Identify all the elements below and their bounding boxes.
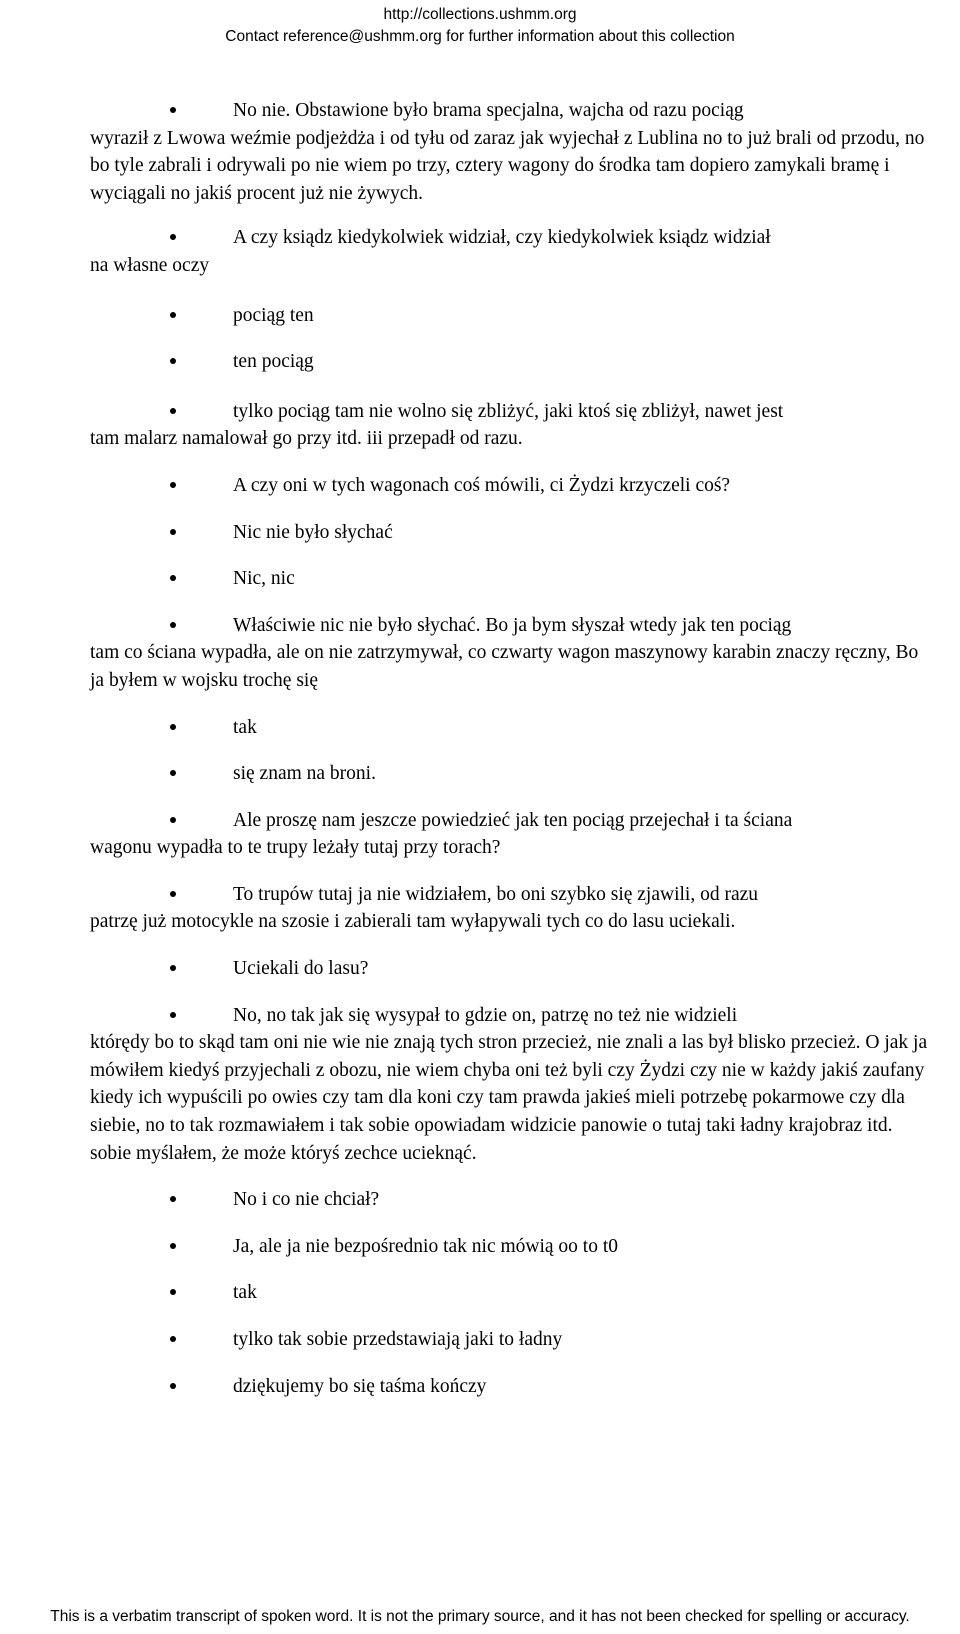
paragraph-first-line: tak [233,1282,257,1304]
transcript-paragraph-19 [90,1326,930,1354]
paragraph-first-line: A czy oni w tych wagonach coś mówili, ci Żydzi krzyczeli coś? [233,474,731,496]
transcript-paragraph-6 [90,472,930,500]
page-header [0,4,960,48]
paragraph-continuation: patrzę już motocykle na szosie i zabierali tam wyłapywali tych co do lasu uciekali. [90,911,736,933]
transcript-paragraph-10 [90,714,930,742]
transcript-paragraph-20 [90,1373,930,1401]
paragraph-first-line: Ja, ale ja nie bezpośrednio tak nic mówią oo to t0 [233,1235,619,1257]
paragraph-first-line: tylko tak sobie przedstawiają jaki to ładny [233,1329,563,1350]
transcript-paragraph-4 [90,348,930,376]
paragraph-continuation: którędy bo to skąd tam oni nie wie nie znają tych stron przecież, nie znali a las był blisko przecież. O jak ja mówiłem kiedyś przyjechali z obozu, nie wiem chyba oni też byli czy Żydzi czy nie w każdy jakiś zaufany kiedy ich wypuścili po owies czy tam dla koni czy tam prawda jakieś mieli potrzebę pokarmowe czy dla siebie, no to tak rozmawiałem i tak sobie opowiadam widzicie panowie o tutaj taki ładny krajobraz itd. sobie myślałem, że może któryś zechce ucieknąć. [90,1032,928,1164]
paragraph-first-line: Ale proszę nam jeszcze powiedzieć jak ten pociąg przejechał i ta ściana [233,809,793,831]
paragraph-first-line: No, no tak jak się wysypał to gdzie on, patrzę no też nie widzieli [233,1004,738,1026]
transcript-paragraph-13 [90,881,930,936]
contact-line: Contact reference@ushmm.org for further information about this collection [225,28,735,45]
paragraph-first-line: No i co nie chciał? [233,1189,380,1211]
transcript-paragraph-11 [90,760,930,788]
transcript-paragraph-15 [90,1002,930,1168]
transcript-paragraph-8 [90,565,930,593]
transcript-paragraph-14 [90,955,930,983]
transcript-paragraph-16 [90,1186,930,1214]
paragraph-first-line: dziękujemy bo się taśma kończy [233,1375,487,1397]
disclaimer-footer: This is a verbatim transcript of spoken word. It is not the primary source, and it has not been checked for spelling or accuracy. [50,1608,910,1625]
paragraph-first-line: się znam na broni. [233,763,376,785]
transcript-paragraph-1 [90,97,930,207]
paragraph-first-line: tylko pociąg tam nie wolno się zbliżyć, jaki ktoś się zbliżył, nawet jest [233,400,784,422]
transcript-paragraph-2 [90,224,930,279]
transcript-paragraph-5 [90,398,930,453]
collection-url: http://collections.ushmm.org [383,6,577,23]
paragraph-continuation: tam malarz namalował go przy itd. iii przepadł od razu. [90,428,523,450]
paragraph-first-line: A czy ksiądz kiedykolwiek widział, czy kiedykolwiek ksiądz widział [233,227,771,249]
transcript-paragraph-17 [90,1233,930,1261]
paragraph-first-line: Nic nie było słychać [233,521,393,543]
paragraph-continuation: wagonu wypadła to te trupy leżały tutaj przy torach? [90,837,501,859]
paragraph-first-line: No nie. Obstawione było brama specjalna, wajcha od razu pociąg [233,100,744,121]
paragraph-first-line: Uciekali do lasu? [233,958,369,980]
paragraph-first-line: tak [233,716,257,738]
paragraph-first-line: To trupów tutaj ja nie widziałem, bo oni szybko się zjawili, od razu [233,883,759,905]
transcript-paragraph-3 [90,302,930,330]
paragraph-continuation: wyraził z Lwowa weźmie podjeżdża i od tyłu od zaraz jak wyjechał z Lublina no to już brali od przodu, no bo tyle zabrali i odrywali po nie wiem po trzy, cztery wagony do środka tam dopiero zamykali bramę i wyciągali no jakiś procent już nie żywych. [90,127,925,204]
transcript-paragraph-18 [90,1279,930,1307]
paragraph-continuation: tam co ściana wypadła, ale on nie zatrzymywał, co czwarty wagon maszynowy karabin znaczy ręczny, Bo ja byłem w wojsku trochę się [90,642,919,691]
transcript-paragraph-7 [90,519,930,547]
transcript-paragraph-9 [90,612,930,695]
paragraph-first-line: Właściwie nic nie było słychać. Bo ja bym słyszał wtedy jak ten pociąg [233,614,792,636]
paragraph-first-line: Nic, nic [233,568,295,590]
paragraph-continuation: na własne oczy [90,254,210,276]
paragraph-first-line: ten pociąg [233,351,314,373]
transcript-paragraph-12 [90,807,930,862]
paragraph-first-line: pociąg ten [233,304,314,326]
transcript-body [90,97,930,1400]
